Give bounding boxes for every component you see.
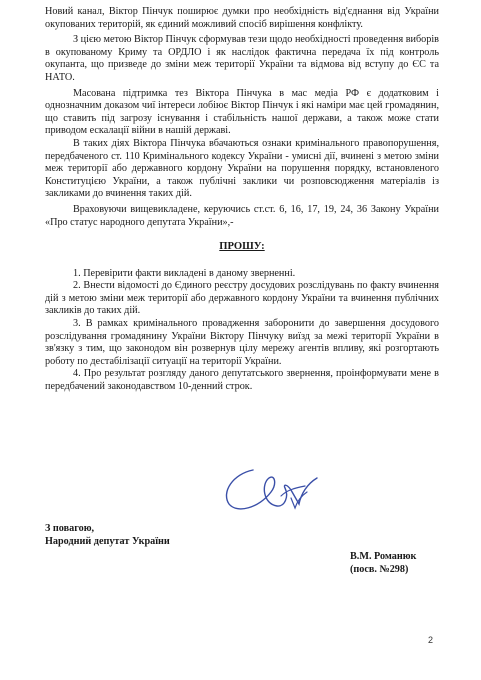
paragraph-theses: З цією метою Віктор Пінчук сформував тези щодо необхідності проведення виборів в окупованому Криму та ОРДЛО і як наслідок фактична передача їх під контроль окупанта, що призведе до зміни меж території України та відмова від вступу до ЄС та НАТО.: [45, 34, 439, 83]
paragraph-media-support: Масована підтримка тез Віктора Пінчука в мас медіа РФ є додатковим і однозначним доказом чиї інтереси лобіює Віктор Пінчук і які наміри має цей громадянин, що ставить під загрозу існування і стабільність нашої держави, а також може стати приводом ескалації війни в нашій державі.: [45, 87, 439, 137]
request-item-3: 3. В рамках кримінального провадження заборонити до завершення досудового розслідування громадянину України Віктору Пінчуку виїзд за межі території України в зв'язку з тим, що законодом він розвернув цілу мережу агентів впливу, які розгортають роботу по дестабілізації ситуації на території України.: [45, 318, 439, 367]
regards-text: З повагою,: [45, 523, 95, 534]
paragraph-criminal-offence: В таких діях Віктора Пінчука вбачаються ознаки кримінального правопорушення, передбаченого ст. 110 Кримінального кодексу України - умисні дії, вчинені з метою зміни меж території або державного кордону України на порушення порядку, встановленого Конституцією України, а також публічні заклики чи розповсюдження матеріалів із закликами до вчинення таких дій.: [45, 137, 439, 200]
certificate-number: (посв. №298): [350, 563, 409, 575]
paragraph-legal-basis: Враховуючи вищевикладене, керуючись ст.ст. 6, 16, 17, 19, 24, 36 Закону України «Про статус народного депутата України»,-: [45, 203, 439, 228]
page-number: 2: [428, 635, 434, 645]
deputy-name: В.М. Романюк: [350, 551, 417, 562]
request-heading: ПРОШУ:: [219, 241, 265, 253]
request-item-1: 1. Перевірити факти викладені в даному зверненні.: [73, 267, 296, 279]
handwritten-signature: [215, 448, 335, 518]
request-item-2: 2. Внести відомості до Єдиного реєстру досудових розслідувань по факту вчинення дій з метою зміни меж території або державного кордону України та вчинення публічних закликів до таких дій.: [45, 280, 439, 317]
paragraph-intro: Новий канал, Віктор Пінчук поширює думки про необхідність від'єднання від України окупованих територій, як єдиний можливий спосіб вирішення конфлікту.: [45, 6, 439, 30]
request-item-4: 4. Про результат розгляду даного депутатського звернення, проінформувати мене в передбачений законодавством 10-денний строк.: [45, 368, 439, 393]
deputy-position: Народний депутат України: [45, 535, 170, 547]
